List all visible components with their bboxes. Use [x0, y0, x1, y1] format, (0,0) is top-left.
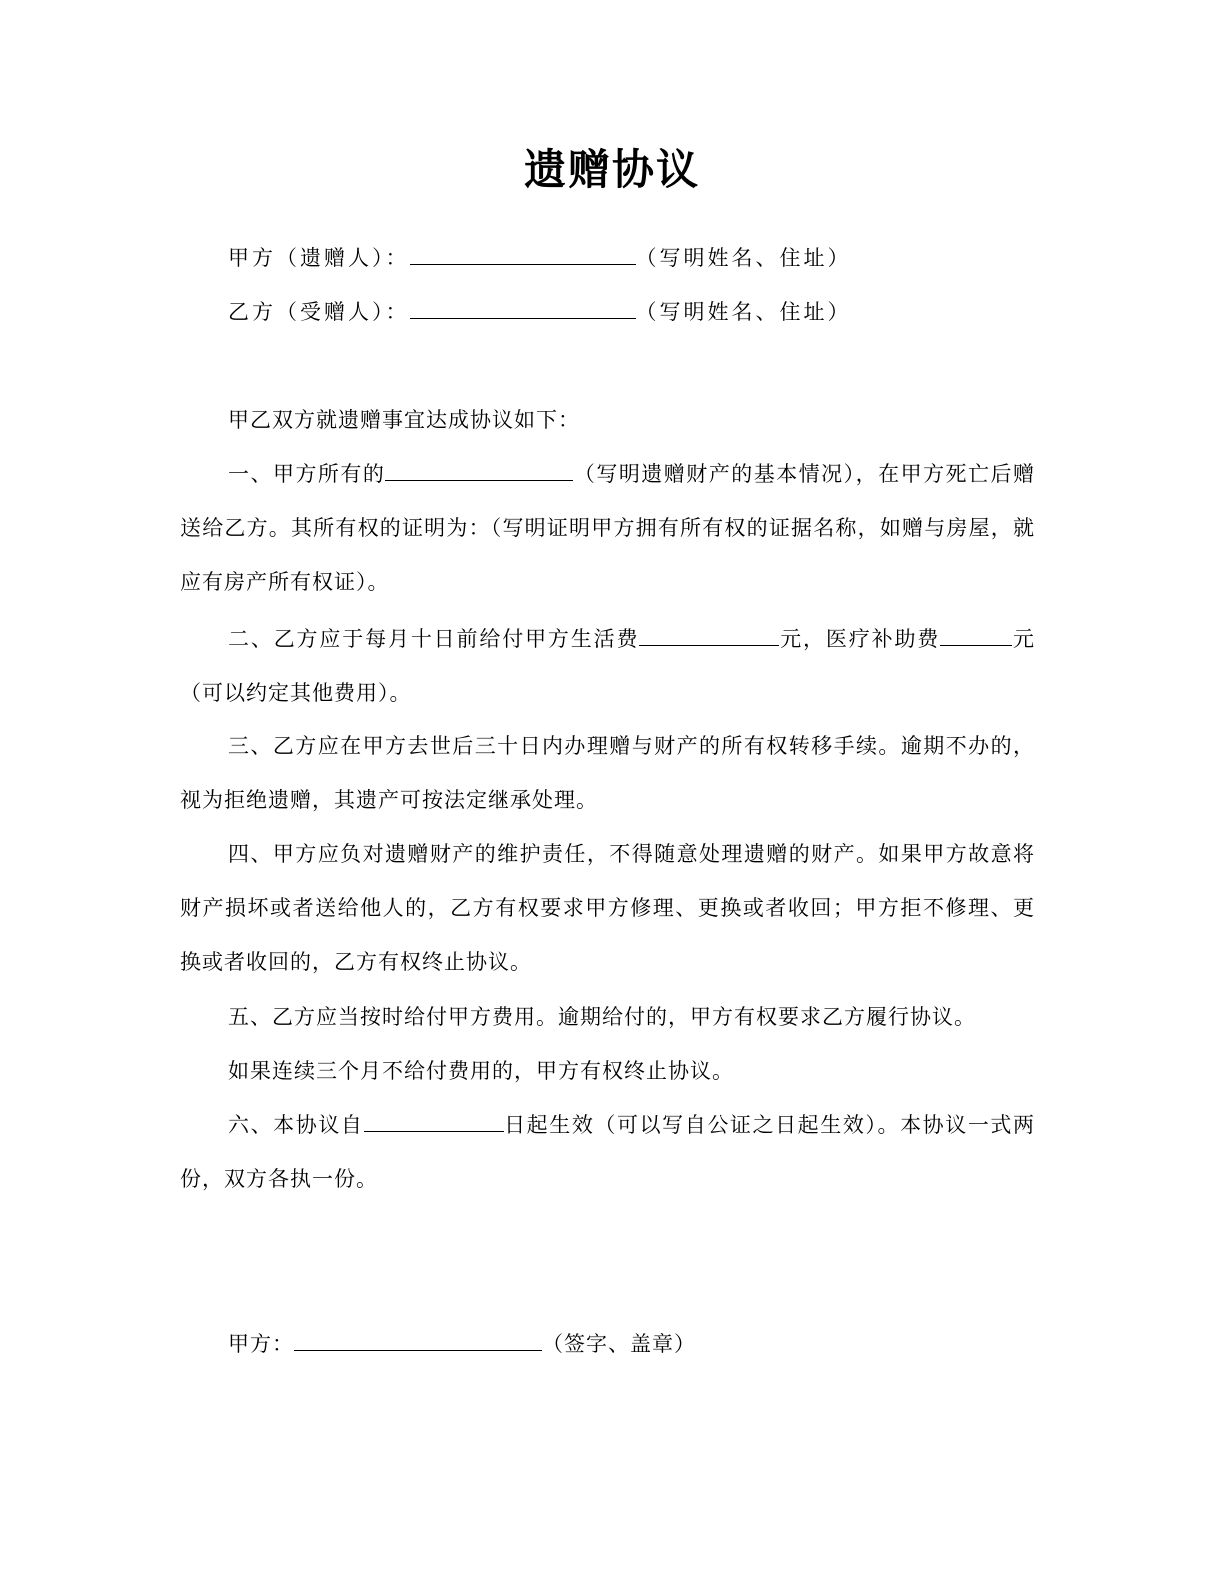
signature-line	[228, 1328, 1083, 1359]
clause-2-blank-living	[639, 623, 779, 646]
clause-6-text-a: 六、本协议自	[228, 1113, 364, 1137]
clause-2	[180, 612, 1035, 720]
clause-5a-text: 五、乙方应当按时给付甲方费用。逾期给付的，甲方有权要求乙方履行协议。	[228, 1005, 976, 1029]
party-b-label: 乙方（受赠人）：	[228, 300, 410, 324]
party-a-note: （写明姓名、住址）	[635, 246, 852, 270]
party-a-line	[228, 242, 852, 273]
clause-3	[180, 719, 1035, 827]
party-b-blank	[410, 296, 636, 319]
signature-label: 甲方：	[228, 1332, 294, 1356]
clause-5b-text: 如果连续三个月不给付费用的，甲方有权终止协议。	[228, 1059, 734, 1083]
party-a-blank	[410, 242, 636, 265]
clause-6	[180, 1098, 1035, 1206]
clause-2-text-b: 元，医疗补助费	[779, 627, 941, 651]
intro-paragraph	[180, 393, 1035, 447]
party-b-note: （写明姓名、住址）	[635, 300, 852, 324]
party-b-line	[228, 296, 852, 327]
intro-text: 甲乙双方就遗赠事宜达成协议如下：	[228, 408, 580, 432]
clause-3-text: 三、乙方应在甲方去世后三十日内办理赠与财产的所有权转移手续。逾期不办的，视为拒绝遗赠，其遗产可按法定继承处理。	[180, 734, 1035, 812]
clause-1	[180, 447, 1035, 609]
party-a-label: 甲方（遗赠人）：	[228, 246, 410, 270]
clause-6-text-b: 日起生效（可以写自公证之日起生效）。本协议一式两份，双方各执一份。	[180, 1113, 1035, 1191]
document-title: 遗赠协议	[523, 145, 700, 194]
clause-1-blank	[385, 458, 573, 481]
clause-4-text: 四、甲方应负对遗赠财产的维护责任，不得随意处理遗赠的财产。如果甲方故意将财产损坏或者送给他人的，乙方有权要求甲方修理、更换或者收回；甲方拒不修理、更换或者收回的，乙方有权终止协议。	[180, 842, 1035, 974]
clause-6-blank-date	[364, 1109, 504, 1132]
clause-4	[180, 827, 1035, 989]
signature-blank	[294, 1328, 542, 1351]
clause-2-text-c: 元（可以约定其他费用）。	[180, 627, 1036, 705]
clause-5a	[180, 990, 1035, 1044]
clause-1-text-b: （写明遗赠财产的基本情况），在甲方死亡后赠送给乙方。其所有权的证明为：（写明证明甲方拥有所有权的证据名称，如赠与房屋，就应有房产所有权证）。	[180, 462, 1035, 594]
clause-2-text-a: 二、乙方应于每月十日前给付甲方生活费	[228, 627, 640, 651]
signature-note: （签字、盖章）	[542, 1332, 696, 1356]
clause-1-text-a: 一、甲方所有的	[228, 462, 386, 486]
clause-5b	[180, 1044, 1035, 1098]
clause-2-blank-medical	[940, 623, 1012, 646]
